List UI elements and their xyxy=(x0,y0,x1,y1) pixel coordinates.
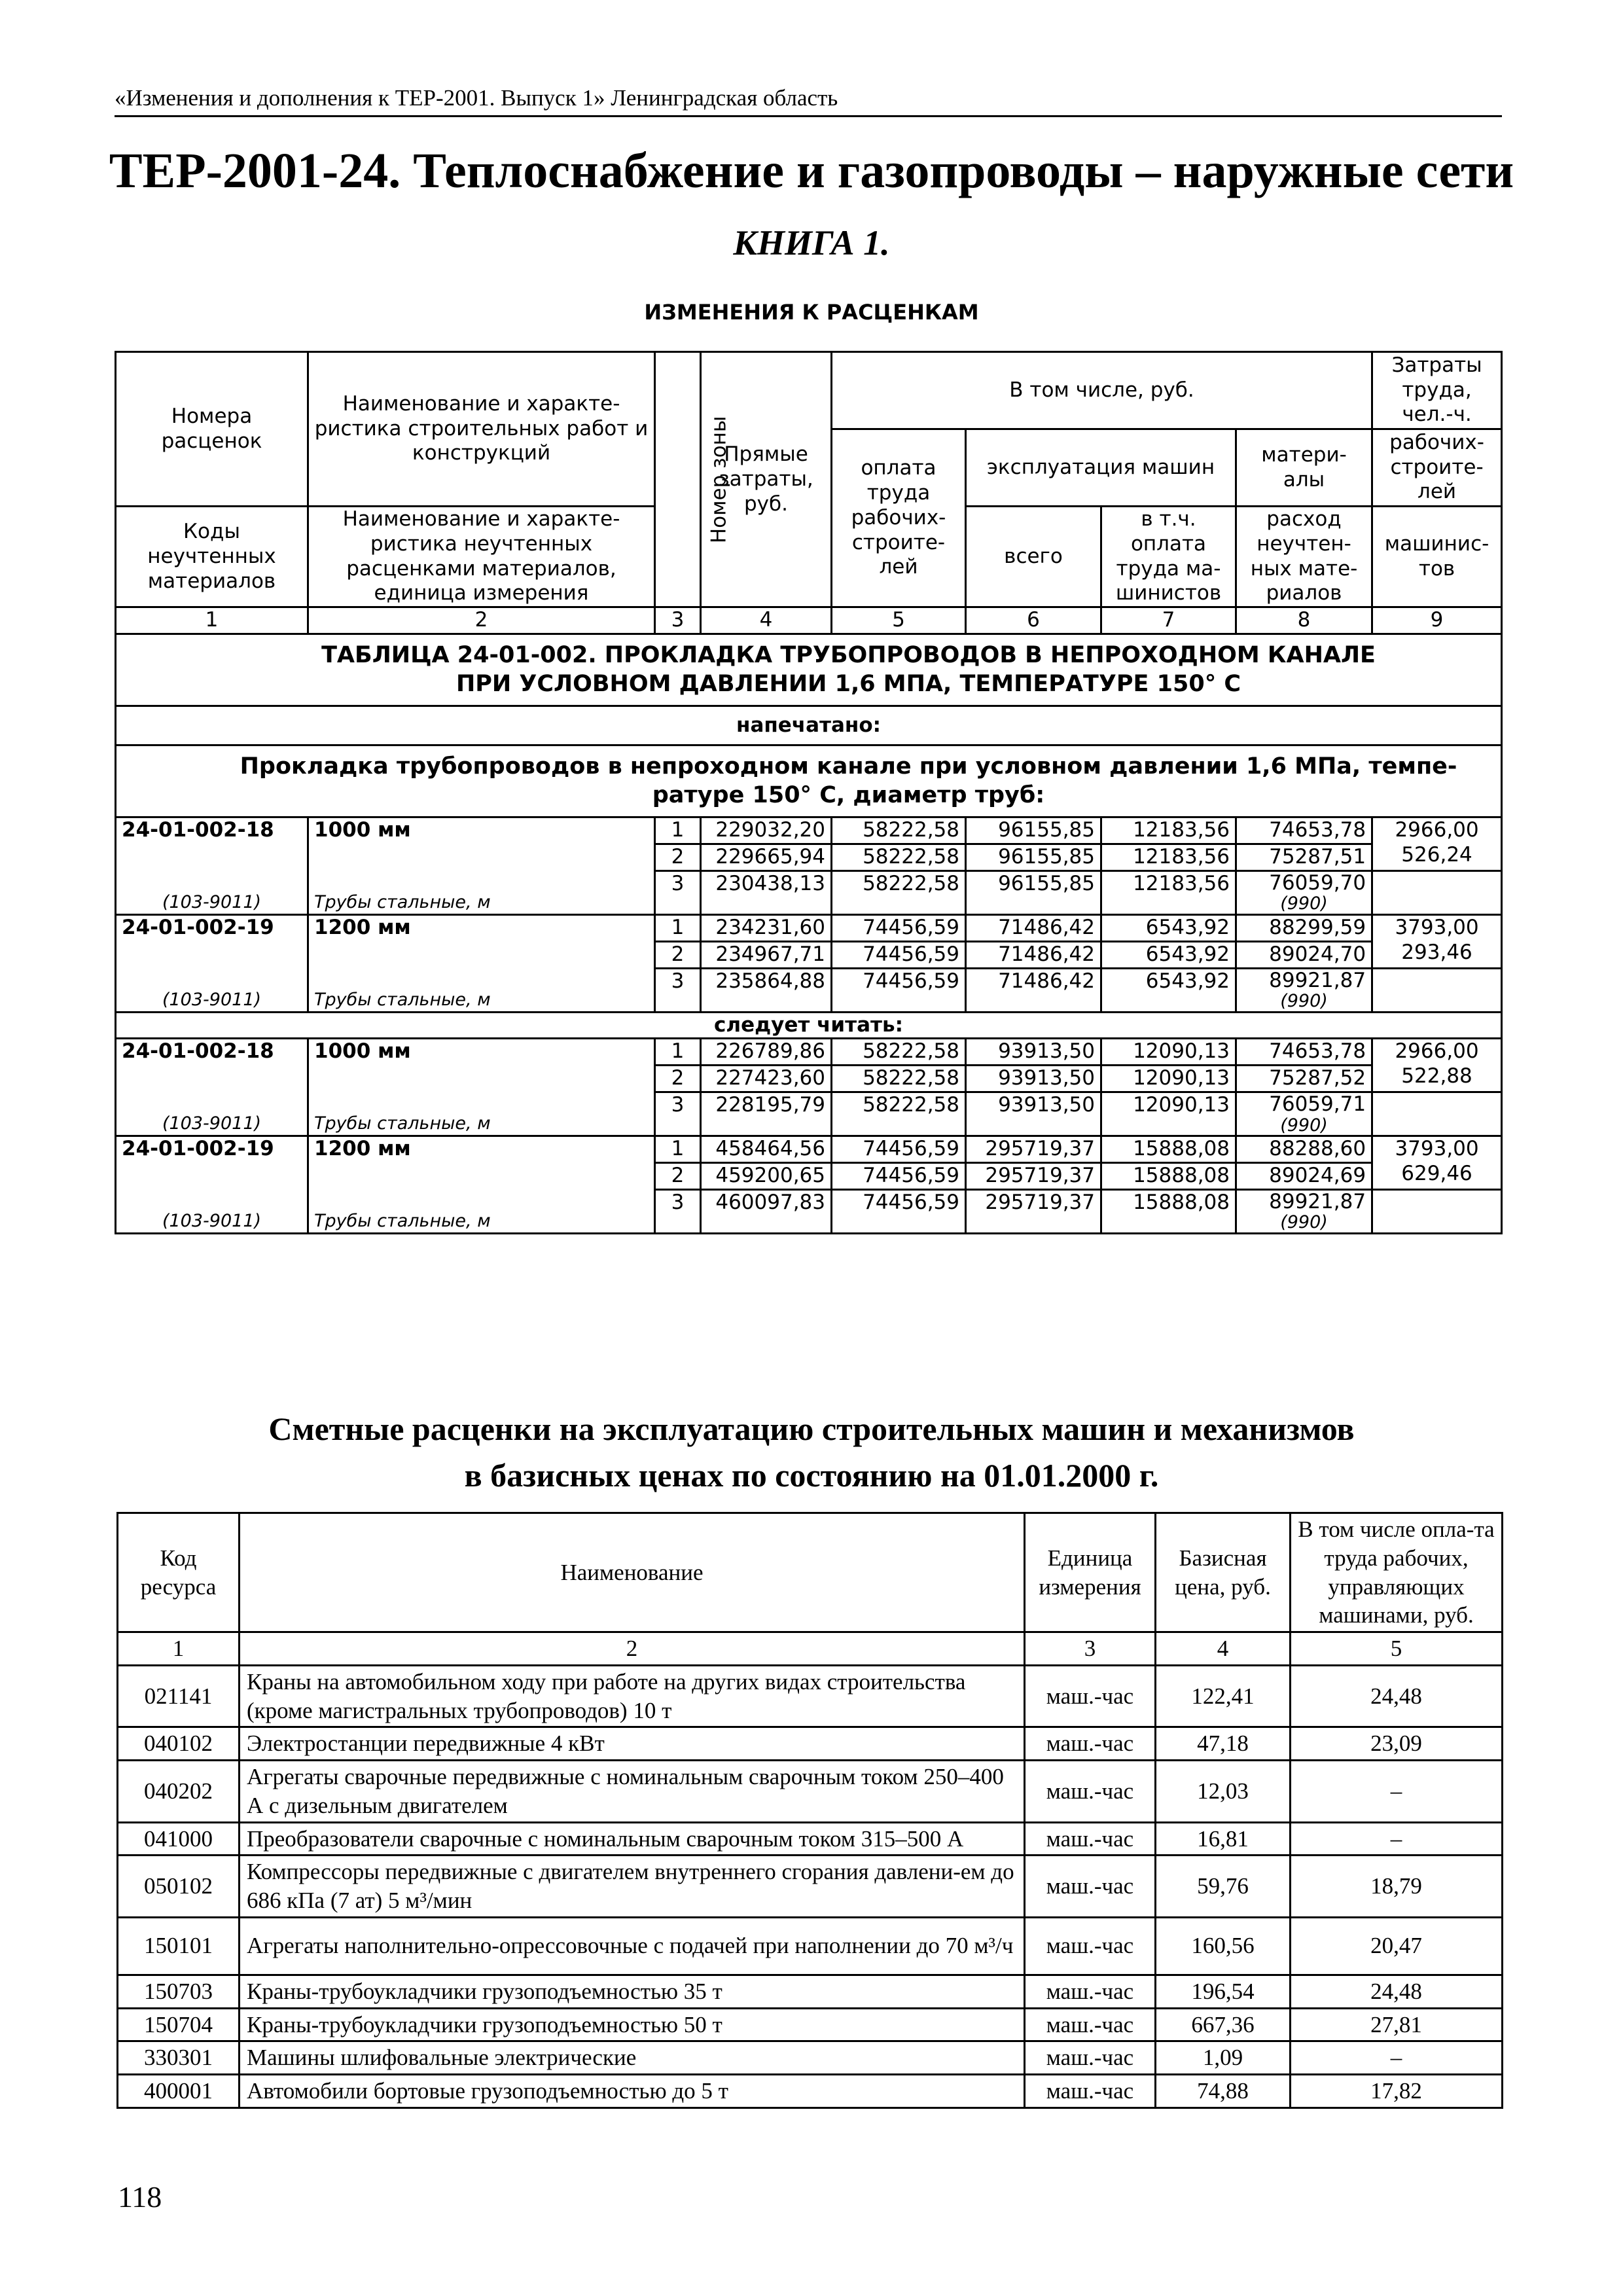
materials-cost: 75287,52 xyxy=(1236,1066,1372,1092)
unit: маш.-час xyxy=(1025,2075,1156,2108)
operator-wage: 17,82 xyxy=(1291,2075,1503,2108)
rate-code: 24-01-002-19 xyxy=(122,915,274,939)
table-title xyxy=(116,634,1502,706)
header-unit: Единица измерения xyxy=(1025,1513,1156,1632)
labor-workers: 3793,00 xyxy=(1395,915,1479,939)
should-read-label-row xyxy=(116,1012,1502,1039)
resource-code: 041000 xyxy=(118,1822,240,1856)
labor-empty xyxy=(1372,1190,1502,1234)
direct-costs: 228195,79 xyxy=(701,1092,832,1136)
operator-wage: 18,79 xyxy=(1291,1856,1503,1918)
machines-total: 96155,85 xyxy=(966,817,1101,844)
rate-name: 1200 мм xyxy=(314,915,411,939)
machine-row xyxy=(118,1727,1503,1761)
labor-cost: 74456,59 xyxy=(832,968,966,1012)
machine-row xyxy=(118,2041,1503,2075)
column-number: 6 xyxy=(966,607,1101,634)
zone-number: 1 xyxy=(655,1136,701,1163)
direct-costs: 458464,56 xyxy=(701,1136,832,1163)
material-name: Трубы стальные, м xyxy=(314,891,491,912)
base-price: 667,36 xyxy=(1156,2008,1291,2041)
rate-code: 24-01-002-19 xyxy=(122,1137,274,1161)
labor-cost: 58222,58 xyxy=(832,1066,966,1092)
column-number: 3 xyxy=(1025,1632,1156,1666)
rate-code-cell xyxy=(116,817,308,915)
zone-number: 2 xyxy=(655,1066,701,1092)
rate-name: 1000 мм xyxy=(314,818,411,842)
zone-number: 2 xyxy=(655,844,701,871)
direct-costs: 227423,60 xyxy=(701,1066,832,1092)
header-resource-code: Код ресурса xyxy=(118,1513,240,1632)
base-price: 47,18 xyxy=(1156,1727,1291,1761)
page-number: 118 xyxy=(118,2180,162,2214)
rate-name: 1000 мм xyxy=(314,1039,411,1064)
labor-empty xyxy=(1372,1092,1502,1136)
machine-row xyxy=(118,1975,1503,2008)
labor-cell xyxy=(1372,1039,1502,1092)
header-base-price: Базисная цена, руб. xyxy=(1156,1513,1291,1632)
labor-machinists: 526,24 xyxy=(1401,842,1472,867)
rates-body xyxy=(116,634,1502,1234)
direct-costs: 229665,94 xyxy=(701,844,832,871)
rate-name-cell xyxy=(308,914,655,1012)
material-code: (103-9011) xyxy=(162,891,262,912)
machine-row xyxy=(118,1761,1503,1823)
header-codes: Коды неучтенных материалов xyxy=(116,507,308,607)
machinist-wage: 12090,13 xyxy=(1101,1039,1236,1066)
unit: маш.-час xyxy=(1025,1856,1156,1918)
machinist-wage: 12183,56 xyxy=(1101,817,1236,844)
zone-number: 2 xyxy=(655,941,701,968)
material-code: (103-9011) xyxy=(162,1211,262,1232)
rate-name: 1200 мм xyxy=(314,1137,411,1161)
base-price: 16,81 xyxy=(1156,1822,1291,1856)
machines-total: 71486,42 xyxy=(966,941,1101,968)
direct-costs: 230438,13 xyxy=(701,871,832,915)
machines-total: 93913,50 xyxy=(966,1039,1101,1066)
rate-code: 24-01-002-18 xyxy=(122,1039,274,1064)
column-number: 2 xyxy=(240,1632,1025,1666)
resource-code: 150101 xyxy=(118,1917,240,1975)
machines-total: 71486,42 xyxy=(966,914,1101,941)
base-price: 59,76 xyxy=(1156,1856,1291,1918)
machine-row xyxy=(118,1822,1503,1856)
machinist-wage: 6543,92 xyxy=(1101,914,1236,941)
base-price: 74,88 xyxy=(1156,2075,1291,2108)
unit: маш.-час xyxy=(1025,1761,1156,1823)
materials-cost-cell xyxy=(1236,871,1372,915)
base-price: 12,03 xyxy=(1156,1761,1291,1823)
column-number: 2 xyxy=(308,607,655,634)
section-name-row xyxy=(116,745,1502,817)
machine-name: Преобразователи сварочные с номинальным сварочным током 315–500 А xyxy=(240,1822,1025,1856)
machine-row xyxy=(118,1856,1503,1918)
resource-code: 150703 xyxy=(118,1975,240,2008)
labor-cost: 58222,58 xyxy=(832,871,966,915)
machine-name: Агрегаты наполнительно-опрессовочные с подачей при наполнении до 70 м³/ч xyxy=(240,1917,1025,1975)
zone-number: 3 xyxy=(655,1092,701,1136)
labor-cost: 58222,58 xyxy=(832,817,966,844)
labor-cost: 74456,59 xyxy=(832,1136,966,1163)
direct-costs: 460097,83 xyxy=(701,1190,832,1234)
operator-wage: 23,09 xyxy=(1291,1727,1503,1761)
zone-number: 3 xyxy=(655,1190,701,1234)
column-number: 7 xyxy=(1101,607,1236,634)
materials-cost: 76059,70 xyxy=(1269,871,1366,895)
operator-wage: – xyxy=(1291,1761,1503,1823)
resource-code: 330301 xyxy=(118,2041,240,2075)
labor-workers: 2966,00 xyxy=(1395,1039,1479,1064)
header-operator-wage: В том числе опла-та труда рабочих, управляющих машинами, руб. xyxy=(1291,1513,1503,1632)
resource-code: 040102 xyxy=(118,1727,240,1761)
header-unaccounted-materials: расход неучтен-ных мате-риалов xyxy=(1236,507,1372,607)
rates-changes-table xyxy=(115,351,1503,1234)
materials-cost: 76059,71 xyxy=(1269,1092,1366,1117)
document-title: ТЕР-2001-24. Теплоснабжение и газопроводы – наружные сети xyxy=(109,143,1514,198)
header-materials: матери-алы xyxy=(1236,429,1372,507)
header-machine-operation: эксплуатация машин xyxy=(966,429,1236,507)
rate-code: 24-01-002-18 xyxy=(122,818,274,842)
machine-name: Краны-трубоукладчики грузоподъемностью 35 т xyxy=(240,1975,1025,2008)
labor-cost: 58222,58 xyxy=(832,1039,966,1066)
table-title-line2: ПРИ УСЛОВНОМ ДАВЛЕНИИ 1,6 МПА, ТЕМПЕРАТУРЕ 150° С xyxy=(455,670,1241,697)
material-name: Трубы стальные, м xyxy=(314,989,491,1010)
rate-row xyxy=(116,1136,1502,1163)
resource-code: 021141 xyxy=(118,1665,240,1727)
materials-cost: 89024,69 xyxy=(1236,1163,1372,1190)
direct-costs: 235864,88 xyxy=(701,968,832,1012)
section-name-line2: ратуре 150° С, диаметр труб: xyxy=(652,781,1045,808)
labor-empty xyxy=(1372,968,1502,1012)
rate-code-cell xyxy=(116,914,308,1012)
rate-row xyxy=(116,817,1502,844)
section-name-line1: Прокладка трубопроводов в непроходном канале при условном давлении 1,6 МПа, темпе- xyxy=(240,753,1457,780)
rate-row xyxy=(116,1039,1502,1066)
machines-total: 93913,50 xyxy=(966,1092,1101,1136)
materials-cost: 89024,70 xyxy=(1236,941,1372,968)
machines-total: 71486,42 xyxy=(966,968,1101,1012)
unit: маш.-час xyxy=(1025,2041,1156,2075)
base-price: 1,09 xyxy=(1156,2041,1291,2075)
header-machinists: машинис-тов xyxy=(1372,507,1502,607)
table-title-row xyxy=(116,634,1502,706)
resource-code: 040202 xyxy=(118,1761,240,1823)
column-number: 8 xyxy=(1236,607,1372,634)
column-number: 1 xyxy=(118,1632,240,1666)
labor-cost: 74456,59 xyxy=(832,1163,966,1190)
running-header: «Изменения и дополнения к ТЕР-2001. Выпуск 1» Ленинградская область xyxy=(115,85,1502,117)
unit: маш.-час xyxy=(1025,1917,1156,1975)
material-name: Трубы стальные, м xyxy=(314,1211,491,1232)
column-number: 5 xyxy=(832,607,966,634)
should-read-label: следует читать: xyxy=(116,1012,1502,1039)
unit: маш.-час xyxy=(1025,2008,1156,2041)
machines-rates-table xyxy=(116,1512,1503,2109)
materials-cost: 75287,51 xyxy=(1236,844,1372,871)
material-code: (103-9011) xyxy=(162,989,262,1010)
operator-wage: 27,81 xyxy=(1291,2008,1503,2041)
rate-code-cell xyxy=(116,1136,308,1234)
zone-number: 2 xyxy=(655,1163,701,1190)
zone-number: 3 xyxy=(655,871,701,915)
unit: маш.-час xyxy=(1025,1975,1156,2008)
operator-wage: – xyxy=(1291,1822,1503,1856)
materials-cost: 88288,60 xyxy=(1236,1136,1372,1163)
header-rate-numbers: Номера расценок xyxy=(116,352,308,507)
unit: маш.-час xyxy=(1025,1665,1156,1727)
labor-workers: 3793,00 xyxy=(1395,1137,1479,1161)
base-price: 122,41 xyxy=(1156,1665,1291,1727)
header-labor-top: Затраты труда, чел.-ч. xyxy=(1372,352,1502,429)
labor-cell xyxy=(1372,914,1502,968)
machinist-wage: 12183,56 xyxy=(1101,844,1236,871)
resource-code: 150704 xyxy=(118,2008,240,2041)
section-name xyxy=(116,745,1502,817)
direct-costs: 234231,60 xyxy=(701,914,832,941)
material-amount: (990) xyxy=(1280,1115,1328,1136)
header-name-bottom: Наименование и характе-ристика неучтенных расценками материалов, единица измерения xyxy=(308,507,655,607)
machine-row xyxy=(118,1665,1503,1727)
machines-total: 295719,37 xyxy=(966,1163,1101,1190)
changes-heading: ИЗМЕНЕНИЯ К РАСЦЕНКАМ xyxy=(644,300,979,325)
labor-cost: 58222,58 xyxy=(832,844,966,871)
material-name: Трубы стальные, м xyxy=(314,1113,491,1134)
zone-number: 3 xyxy=(655,968,701,1012)
machinist-wage: 15888,08 xyxy=(1101,1163,1236,1190)
header-direct-costs: Прямые затраты, руб. xyxy=(701,352,832,607)
machines-heading-line2: в базисных ценах по состоянию на 01.01.2000 г. xyxy=(464,1457,1159,1494)
column-numbers-row xyxy=(116,607,1502,634)
direct-costs: 234967,71 xyxy=(701,941,832,968)
machinist-wage: 12183,56 xyxy=(1101,871,1236,915)
machines-total: 295719,37 xyxy=(966,1136,1101,1163)
materials-cost: 74653,78 xyxy=(1236,817,1372,844)
materials-cost-cell xyxy=(1236,1190,1372,1234)
machinist-wage: 15888,08 xyxy=(1101,1190,1236,1234)
machine-name: Электростанции передвижные 4 кВт xyxy=(240,1727,1025,1761)
direct-costs: 229032,20 xyxy=(701,817,832,844)
header-zone xyxy=(655,352,731,607)
resource-code: 050102 xyxy=(118,1856,240,1918)
operator-wage: 24,48 xyxy=(1291,1975,1503,2008)
resource-code: 400001 xyxy=(118,2075,240,2108)
machine-name: Машины шлифовальные электрические xyxy=(240,2041,1025,2075)
machinist-wage: 12090,13 xyxy=(1101,1092,1236,1136)
machinist-wage: 6543,92 xyxy=(1101,941,1236,968)
table-title-line1: ТАБЛИЦА 24-01-002. ПРОКЛАДКА ТРУБОПРОВОДОВ В НЕПРОХОДНОМ КАНАЛЕ xyxy=(321,641,1376,668)
labor-cost: 58222,58 xyxy=(832,1092,966,1136)
base-price: 196,54 xyxy=(1156,1975,1291,2008)
machinist-wage: 15888,08 xyxy=(1101,1136,1236,1163)
header-workers: рабочих-строите-лей xyxy=(1372,429,1502,507)
header-zone-text: Номер зоны xyxy=(707,416,731,543)
machines-total: 96155,85 xyxy=(966,871,1101,915)
rate-name-cell xyxy=(308,1039,655,1136)
header-labor-cost: оплата труда рабочих-строите-лей xyxy=(832,429,966,607)
operator-wage: 24,48 xyxy=(1291,1665,1503,1727)
direct-costs: 459200,65 xyxy=(701,1163,832,1190)
machines-total: 96155,85 xyxy=(966,844,1101,871)
materials-cost: 88299,59 xyxy=(1236,914,1372,941)
labor-empty xyxy=(1372,871,1502,915)
printed-label-row xyxy=(116,706,1502,745)
operator-wage: – xyxy=(1291,2041,1503,2075)
header-name-top: Наименование и характе-ристика строительных работ и конструкций xyxy=(308,352,655,507)
rate-name-cell xyxy=(308,1136,655,1234)
zone-number: 1 xyxy=(655,914,701,941)
machine-name: Краны-трубоукладчики грузоподъемностью 50 т xyxy=(240,2008,1025,2041)
labor-cell xyxy=(1372,1136,1502,1190)
rate-code-cell xyxy=(116,1039,308,1136)
labor-cost: 74456,59 xyxy=(832,1190,966,1234)
column-number: 4 xyxy=(1156,1632,1291,1666)
header-including: В том числе, руб. xyxy=(832,352,1372,429)
header-machines-total: всего xyxy=(966,507,1101,607)
materials-cost: 74653,78 xyxy=(1236,1039,1372,1066)
machine-row xyxy=(118,2008,1503,2041)
unit: маш.-час xyxy=(1025,1727,1156,1761)
machines-heading xyxy=(0,1406,1623,1499)
machines-total: 295719,37 xyxy=(966,1190,1101,1234)
labor-cost: 74456,59 xyxy=(832,914,966,941)
labor-cost: 74456,59 xyxy=(832,941,966,968)
machinist-wage: 6543,92 xyxy=(1101,968,1236,1012)
book-title: КНИГА 1. xyxy=(733,223,890,262)
column-number: 4 xyxy=(701,607,832,634)
machine-name: Компрессоры передвижные с двигателем внутреннего сгорания давлени-ем до 686 кПа (7 ат) 5 м³/мин xyxy=(240,1856,1025,1918)
machine-row xyxy=(118,1917,1503,1975)
column-number: 9 xyxy=(1372,607,1502,634)
material-amount: (990) xyxy=(1280,1212,1328,1233)
materials-cost: 89921,87 xyxy=(1269,1190,1366,1214)
machines-heading-line1: Сметные расценки на эксплуатацию строительных машин и механизмов xyxy=(268,1410,1355,1447)
machine-row xyxy=(118,2075,1503,2108)
unit: маш.-час xyxy=(1025,1822,1156,1856)
base-price: 160,56 xyxy=(1156,1917,1291,1975)
labor-workers: 2966,00 xyxy=(1395,818,1479,842)
machine-name: Агрегаты сварочные передвижные с номинальным сварочным током 250–400 А с дизельным двигателем xyxy=(240,1761,1025,1823)
machine-name: Автомобили бортовые грузоподъемностью до 5 т xyxy=(240,2075,1025,2108)
labor-cell xyxy=(1372,817,1502,871)
rate-row xyxy=(116,914,1502,941)
column-number: 1 xyxy=(116,607,308,634)
operator-wage: 20,47 xyxy=(1291,1917,1503,1975)
labor-machinists: 522,88 xyxy=(1401,1064,1472,1088)
printed-label: напечатано: xyxy=(116,706,1502,745)
materials-cost-cell xyxy=(1236,1092,1372,1136)
material-code: (103-9011) xyxy=(162,1113,262,1134)
column-numbers-row xyxy=(118,1632,1503,1666)
direct-costs: 226789,86 xyxy=(701,1039,832,1066)
zone-number: 1 xyxy=(655,1039,701,1066)
labor-machinists: 293,46 xyxy=(1401,940,1472,964)
header-incl-machinist: в т.ч. оплата труда ма-шинистов xyxy=(1101,507,1236,607)
column-number: 3 xyxy=(655,607,701,634)
machine-name: Краны на автомобильном ходу при работе на других видах строительства (кроме магистральных трубопроводов) 10 т xyxy=(240,1665,1025,1727)
machines-total: 93913,50 xyxy=(966,1066,1101,1092)
header-machine-name: Наименование xyxy=(240,1513,1025,1632)
zone-number: 1 xyxy=(655,817,701,844)
labor-machinists: 629,46 xyxy=(1401,1162,1472,1186)
materials-cost: 89921,87 xyxy=(1269,968,1366,992)
material-amount: (990) xyxy=(1280,893,1328,914)
material-amount: (990) xyxy=(1280,990,1328,1011)
rate-name-cell xyxy=(308,817,655,915)
column-number: 5 xyxy=(1291,1632,1503,1666)
machinist-wage: 12090,13 xyxy=(1101,1066,1236,1092)
materials-cost-cell xyxy=(1236,968,1372,1012)
